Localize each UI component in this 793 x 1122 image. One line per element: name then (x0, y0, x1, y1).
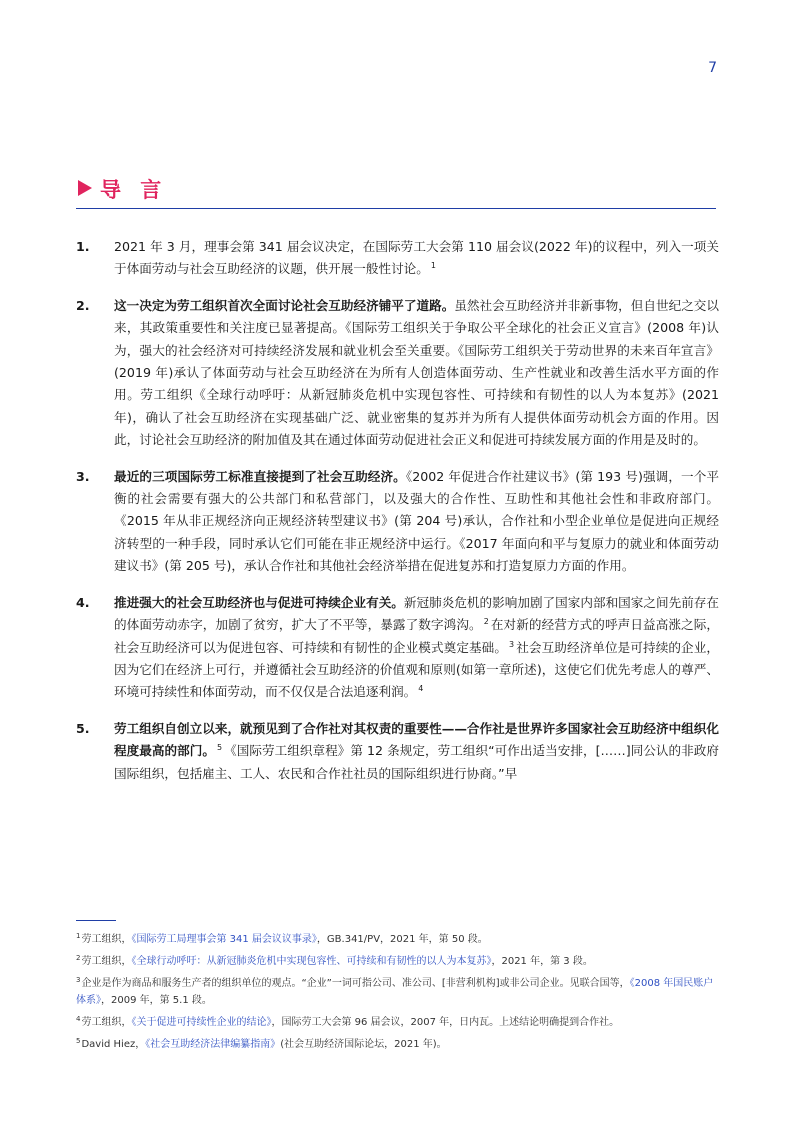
paragraph-lead: 这一决定为劳工组织首次全面讨论社会互助经济铺平了道路。 (114, 297, 455, 313)
paragraph-4 (76, 592, 719, 704)
footnote-3 (76, 975, 719, 1009)
footnote-suffix: ，2009 年，第 5.1 段。 (101, 995, 212, 1006)
footnote-link[interactable]: 《全球行动呼吁：从新冠肺炎危机中实现包容性、可持续和有韧性的以人为本复苏》 (131, 956, 492, 967)
footnote-ref[interactable]: 4 (418, 684, 424, 694)
paragraph-text: 虽然社会互助经济并非新事物，但自世纪之交以来，其政策重要性和关注度已显著提高。《国际劳工组织关于争取公平全球化的社会正义宣言》(2008 年)认为，强大的社会经济对可持续经济发展和就业机会至关重要。《国际劳工组织关于劳动世界的未来百年宣言》(2019 年)承认了体面劳动与社会互助经济在为所有人创造体面劳动、生产性就业和改善生活水平方面的作用。劳工组织《全球行动呼吁：从新冠肺炎危机中实现包容性、可持续和有韧性的以人为本复苏》(2021 年)，确认了社会互助经济在实现基础广泛、就业密集的复苏并为所有人提供体面劳动机会方面的作用。因此，讨论社会互助经济的附加值及其在通过体面劳动促进社会正义和促进可持续发展方面的作用是及时的。 (114, 297, 720, 448)
paragraph-text: 《2002 年促进合作社建议书》(第 193 号)强调，一个平衡的社会需要有强大的公共部门和私营部门，以及强大的合作性、互助性和其他社会性和非政府部门。《2015 年从非正规经济向正规经济转型建议书》(第 204 号)承认，合作社和小型企业单位是促进向正规经济转型的一种手段，同时承认它们可能在非正规经济中运行。《2017 年面向和平与复原力的就业和体面劳动建议书》(第 205 号)，承认合作社和其他社会经济举措在促进复苏和打造复原力方面的作用。 (114, 468, 719, 574)
paragraph-number: 1. (76, 239, 90, 254)
paragraph-number: 5. (76, 720, 90, 736)
paragraph-2 (76, 295, 719, 452)
paragraph-text: 新冠肺炎危机的影响加剧了国家内部和国家之间先前存在的体面劳动赤字，加剧了贫穷，扩大了不平等，暴露了数字鸿沟。 (114, 594, 720, 633)
footnotes (76, 931, 719, 1058)
paragraph-3 (76, 466, 719, 578)
paragraph-lead: 推进强大的社会互助经济也与促进可持续企业有关。 (114, 594, 404, 610)
footnote-suffix: (社会互助经济国际论坛，2021 年)。 (280, 1039, 447, 1050)
footnote-prefix: 劳工组织， (81, 934, 132, 945)
paragraph-number: 4. (76, 594, 90, 610)
paragraph-5 (76, 718, 719, 785)
paragraph-text-2: 《国际劳工组织章程》第 12 条规定，劳工组织“可作出适当安排，[……]同公认的非政府国际组织，包括雇主、工人、农民和合作社社员的国际组织进行协商。”早 (114, 743, 719, 781)
paragraph-number: 3. (76, 468, 90, 484)
paragraph-1 (76, 236, 719, 281)
footnote-ref[interactable]: 3 (509, 639, 515, 649)
footnote-mark: 5 (76, 1037, 81, 1045)
footnote-prefix: 劳工组织， (81, 1017, 132, 1028)
footnote-suffix: ，国际劳工大会第 96 届会议，2007 年，日内瓦。上述结论明确提到合作社。 (271, 1017, 620, 1028)
page-number: 7 (708, 60, 717, 76)
footnote-mark: 4 (76, 1015, 81, 1023)
footnote-prefix: 企业是作为商品和服务生产者的组织单位的观点。“企业”一词可指公司、准公司、[非营利机构]或非公司企业。见联合国等， (81, 978, 630, 989)
footnote-4 (76, 1014, 719, 1031)
footnote-1 (76, 931, 719, 948)
paragraph-lead: 劳工组织自创立以来，就预见到了合作社对其权责的重要性——合作社是世界许多国家社会互助经济中组织化程度最高的部门。 (114, 720, 719, 759)
footnote-ref[interactable]: 5 (217, 743, 223, 753)
paragraph-text-2: 在对新的经营方式的呼声日益高涨之际，社会互助经济可以为促进包容、可持续和有韧性的企业模式奠定基础。 (114, 617, 720, 655)
paragraph-text-3: 社会互助经济单位是可持续的企业，因为它们在经济上可行，并遵循社会互助经济的价值观和原则(如第一章所述)，这使它们优先考虑人的尊严、环境可持续性和体面劳动，而不仅仅是合法追逐利润。 (114, 639, 720, 700)
footnote-ref[interactable]: 1 (430, 261, 436, 271)
footnote-suffix: ，2021 年，第 3 段。 (491, 956, 593, 967)
footnote-link[interactable]: 《2008 年国民账户体系》 (76, 978, 714, 1006)
paragraph-number: 2. (76, 297, 90, 313)
footnote-suffix: ，GB.341/PV，2021 年，第 50 段。 (316, 934, 488, 945)
footnote-prefix: 劳工组织， (81, 956, 132, 967)
footnote-ref[interactable]: 2 (483, 617, 489, 627)
footnote-divider (76, 920, 116, 921)
paragraph-text: 2021 年 3 月，理事会第 341 届会议决定，在国际劳工大会第 110 届会议(2022 年)的议程中，列入一项关于体面劳动与社会互助经济的议题，供开展一般性讨论。 (114, 239, 719, 277)
footnote-prefix: David Hiez， (81, 1039, 146, 1050)
section-title: 导 言 (100, 178, 168, 202)
triangle-marker-icon (78, 180, 92, 196)
footnote-5 (76, 1036, 719, 1053)
paragraph-lead: 最近的三项国际劳工标准直接提到了社会互助经济。 (114, 468, 406, 484)
section-heading (76, 176, 716, 209)
footnote-link[interactable]: 《社会互助经济法律编纂指南》 (145, 1039, 281, 1050)
footnote-link[interactable]: 《国际劳工局理事会第 341 届会议议事录》 (131, 934, 317, 945)
footnote-mark: 1 (76, 932, 81, 940)
footnote-mark: 3 (76, 976, 81, 984)
footnote-2 (76, 953, 719, 970)
footnote-link[interactable]: 《关于促进可持续性企业的结论》 (131, 1017, 272, 1028)
footnote-mark: 2 (76, 954, 81, 962)
paragraph-list (76, 236, 719, 799)
